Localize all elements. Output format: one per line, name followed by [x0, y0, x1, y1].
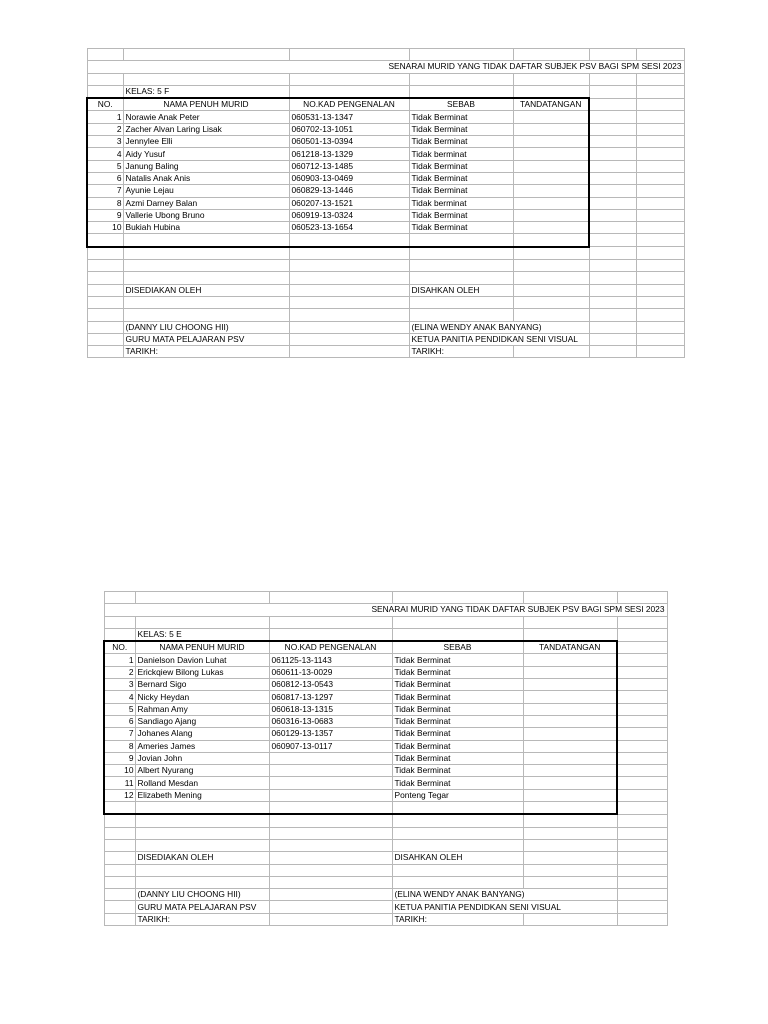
class-label: KELAS: 5 E: [135, 628, 269, 641]
class-label: KELAS: 5 F: [123, 85, 289, 98]
teacher-name: (DANNY LIU CHOONG HII): [135, 889, 269, 901]
teacher-role: GURU MATA PELAJARAN PSV: [123, 333, 289, 345]
table-row: 8 Ameries James 060907-13-0117 Tidak Berminat: [104, 740, 667, 752]
date-label-right: TARIKH:: [392, 913, 523, 925]
table-row: 10 Bukiah Hubina 060523-13-1654 Tidak Berminat: [87, 222, 684, 234]
header-ic: NO.KAD PENGENALAN: [269, 641, 392, 654]
table-row: 7 Johanes Alang 060129-13-1357 Tidak Berminat: [104, 728, 667, 740]
table-row: 2 Erickqiew Bilong Lukas 060611-13-0029 Tidak Berminat: [104, 666, 667, 678]
prepared-by-label: DISEDIAKAN OLEH: [123, 284, 289, 296]
table-row: 9 Jovian John Tidak Berminat: [104, 752, 667, 764]
table-row: 5 Rahman Amy 060618-13-1315 Tidak Berminat: [104, 703, 667, 715]
teacher-role: GURU MATA PELAJARAN PSV: [135, 901, 269, 913]
table-row: 6 Sandiago Ajang 060316-13-0683 Tidak Berminat: [104, 715, 667, 727]
table-row: 5 Janung Baling 060712-13-1485 Tidak Berminat: [87, 160, 684, 172]
head-name: (ELINA WENDY ANAK BANYANG): [409, 321, 589, 333]
sheet-title: SENARAI MURID YANG TIDAK DAFTAR SUBJEK PSV BAGI SPM SESI 2023: [104, 604, 667, 616]
header-tandatangan: TANDATANGAN: [523, 641, 617, 654]
sheet-title: SENARAI MURID YANG TIDAK DAFTAR SUBJEK PSV BAGI SPM SESI 2023: [87, 61, 684, 73]
prepared-by-label: DISEDIAKAN OLEH: [135, 852, 269, 864]
table-row: 9 Vallerie Ubong Bruno 060919-13-0324 Tidak Berminat: [87, 209, 684, 221]
verified-by-label: DISAHKAN OLEH: [392, 852, 523, 864]
table-row: 11 Rolland Mesdan Tidak Berminat: [104, 777, 667, 789]
header-nama: NAMA PENUH MURID: [123, 98, 289, 111]
table-row: 12 Elizabeth Mening Ponteng Tegar: [104, 789, 667, 801]
table-row: 1 Norawie Anak Peter 060531-13-1347 Tidak Berminat: [87, 111, 684, 123]
table-row: 10 Albert Nyurang Tidak Berminat: [104, 765, 667, 777]
head-name: (ELINA WENDY ANAK BANYANG): [392, 889, 617, 901]
table-row: 4 Nicky Heydan 060817-13-1297 Tidak Berminat: [104, 691, 667, 703]
table-row: 4 Aidy Yusuf 061218-13-1329 Tidak berminat: [87, 148, 684, 160]
table-row: 2 Zacher Alvan Laring Lisak 060702-13-1051 Tidak Berminat: [87, 123, 684, 135]
header-tandatangan: TANDATANGAN: [513, 98, 589, 111]
header-sebab: SEBAB: [392, 641, 523, 654]
table-row: 3 Bernard Sigo 060812-13-0543 Tidak Berminat: [104, 679, 667, 691]
table-row: 3 Jennylee Elli 060501-13-0394 Tidak Berminat: [87, 136, 684, 148]
table-row: 6 Natalis Anak Anis 060903-13-0469 Tidak Berminat: [87, 172, 684, 184]
date-label-right: TARIKH:: [409, 346, 513, 358]
header-ic: NO.KAD PENGENALAN: [289, 98, 409, 111]
header-no: NO.: [87, 98, 123, 111]
header-no: NO.: [104, 641, 135, 654]
head-role: KETUA PANITIA PENDIDKAN SENI VISUAL: [409, 333, 589, 345]
table-row: 7 Ayunie Lejau 060829-13-1446 Tidak Berminat: [87, 185, 684, 197]
date-label-left: TARIKH:: [135, 913, 269, 925]
date-label-left: TARIKH:: [123, 346, 289, 358]
table-row: 8 Azmi Darney Balan 060207-13-1521 Tidak berminat: [87, 197, 684, 209]
class-5e-sheet: [103, 591, 668, 926]
verified-by-label: DISAHKAN OLEH: [409, 284, 513, 296]
class-5f-sheet: [86, 48, 685, 358]
table-row: 1 Danielson Davion Luhat 061125-13-1143 Tidak Berminat: [104, 654, 667, 666]
header-sebab: SEBAB: [409, 98, 513, 111]
head-role: KETUA PANITIA PENDIDKAN SENI VISUAL: [392, 901, 617, 913]
teacher-name: (DANNY LIU CHOONG HII): [123, 321, 289, 333]
header-nama: NAMA PENUH MURID: [135, 641, 269, 654]
